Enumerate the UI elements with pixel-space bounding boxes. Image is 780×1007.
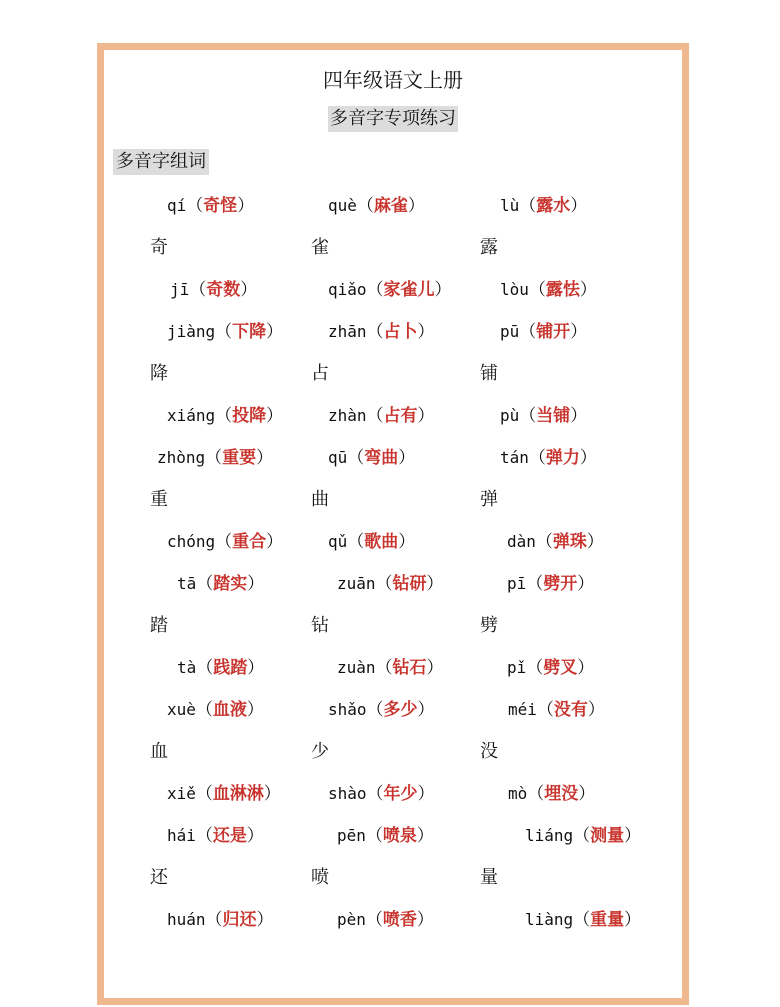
- pinyin: tán: [500, 448, 529, 467]
- answer-word: 劈叉: [543, 658, 578, 678]
- right-paren: ）: [586, 532, 604, 552]
- left-paren: （: [536, 700, 554, 720]
- right-paren: ）: [417, 406, 435, 426]
- pinyin: pū: [500, 322, 520, 341]
- answer-word: 埋没: [544, 784, 579, 804]
- left-paren: （: [347, 448, 365, 468]
- pinyin-word-pair: [167, 405, 283, 427]
- right-paren: ）: [570, 196, 588, 216]
- left-paren: （: [215, 406, 233, 426]
- section-title: 多音字组词: [113, 149, 209, 175]
- page-subtitle: 多音字专项练习: [328, 106, 458, 132]
- left-paren: （: [366, 784, 384, 804]
- answer-word: 归还: [222, 910, 257, 930]
- answer-word: 铺开: [536, 322, 571, 342]
- answer-word: 还是: [212, 826, 247, 846]
- pinyin: hái: [167, 826, 196, 845]
- right-paren: ）: [247, 658, 265, 678]
- left-paren: （: [375, 658, 393, 678]
- answer-word: 当铺: [536, 406, 571, 426]
- left-paren: （: [196, 658, 214, 678]
- right-paren: ）: [624, 910, 642, 930]
- left-paren: （: [366, 700, 384, 720]
- pinyin-word-pair: [177, 573, 264, 595]
- right-paren: ）: [579, 448, 597, 468]
- answer-word: 喷泉: [382, 826, 417, 846]
- answer-word: 血淋淋: [212, 784, 264, 804]
- right-paren: ）: [266, 322, 284, 342]
- pinyin-word-pair: [157, 447, 273, 469]
- answer-word: 弯曲: [364, 448, 399, 468]
- polyphone-char: 铺: [480, 363, 498, 384]
- right-paren: ）: [398, 448, 416, 468]
- pinyin-word-pair: [167, 321, 283, 343]
- polyphone-char: 钻: [311, 615, 329, 636]
- right-paren: ）: [578, 784, 596, 804]
- right-paren: ）: [266, 532, 284, 552]
- right-paren: ）: [579, 280, 597, 300]
- polyphone-char: 重: [150, 489, 168, 510]
- pinyin-word-pair: [525, 825, 641, 847]
- pinyin-word-pair: [507, 573, 594, 595]
- left-paren: （: [365, 826, 383, 846]
- left-paren: （: [526, 658, 544, 678]
- worksheet-frame: [97, 43, 689, 1005]
- pinyin: mò: [508, 784, 528, 803]
- left-paren: （: [375, 574, 393, 594]
- pinyin-word-pair: [337, 657, 444, 679]
- answer-word: 下降: [232, 322, 267, 342]
- pinyin: lù: [500, 196, 520, 215]
- pinyin: liáng: [525, 826, 574, 845]
- right-paren: ）: [266, 406, 284, 426]
- pinyin-word-pair: [328, 195, 425, 217]
- pinyin: pèn: [337, 910, 366, 929]
- answer-word: 占有: [383, 406, 418, 426]
- pinyin: zuān: [337, 574, 376, 593]
- answer-word: 投降: [232, 406, 267, 426]
- left-paren: （: [356, 196, 374, 216]
- pinyin: tà: [177, 658, 197, 677]
- right-paren: ）: [246, 826, 264, 846]
- pinyin: zhān: [328, 322, 367, 341]
- answer-word: 奇数: [206, 280, 241, 300]
- right-paren: ）: [240, 280, 258, 300]
- pinyin: xiě: [167, 784, 196, 803]
- left-paren: （: [205, 448, 223, 468]
- pinyin-word-pair: [328, 321, 435, 343]
- pinyin: shǎo: [328, 700, 367, 719]
- left-paren: （: [573, 910, 591, 930]
- polyphone-char: 弹: [480, 489, 498, 510]
- left-paren: （: [366, 280, 384, 300]
- polyphone-char: 没: [480, 741, 498, 762]
- right-paren: ）: [247, 574, 265, 594]
- pinyin: zuàn: [337, 658, 376, 677]
- right-paren: ）: [426, 658, 444, 678]
- pinyin-word-pair: [500, 447, 597, 469]
- right-paren: ）: [577, 574, 595, 594]
- polyphone-char: 奇: [150, 237, 168, 258]
- polyphone-char: 喷: [311, 867, 329, 888]
- pinyin: pù: [500, 406, 520, 425]
- right-paren: ）: [426, 574, 444, 594]
- left-paren: （: [189, 280, 207, 300]
- left-paren: （: [365, 910, 383, 930]
- right-paren: ）: [256, 910, 274, 930]
- pinyin: qǔ: [328, 532, 348, 551]
- answer-word: 家雀儿: [383, 280, 435, 300]
- answer-word: 血液: [212, 700, 247, 720]
- pinyin: chóng: [167, 532, 216, 551]
- answer-word: 劈开: [543, 574, 578, 594]
- pinyin: jī: [170, 280, 190, 299]
- right-paren: ）: [246, 700, 264, 720]
- pinyin: pēn: [337, 826, 366, 845]
- answer-word: 践踏: [213, 658, 248, 678]
- pinyin-word-pair: [167, 783, 281, 805]
- left-paren: （: [215, 322, 233, 342]
- left-paren: （: [535, 532, 553, 552]
- left-paren: （: [205, 910, 223, 930]
- right-paren: ）: [417, 784, 435, 804]
- answer-word: 奇怪: [203, 196, 238, 216]
- pinyin-word-pair: [500, 321, 587, 343]
- answer-word: 重量: [590, 910, 625, 930]
- left-paren: （: [196, 574, 214, 594]
- pinyin: zhòng: [157, 448, 206, 467]
- left-paren: （: [519, 196, 537, 216]
- right-paren: ）: [570, 322, 588, 342]
- left-paren: （: [519, 406, 537, 426]
- answer-word: 测量: [590, 826, 625, 846]
- right-paren: ）: [398, 532, 416, 552]
- polyphone-char: 少: [311, 741, 329, 762]
- answer-word: 弹力: [545, 448, 580, 468]
- pinyin: shào: [328, 784, 367, 803]
- right-paren: ）: [587, 700, 605, 720]
- pinyin-word-pair: [328, 405, 435, 427]
- right-paren: ）: [407, 196, 425, 216]
- answer-word: 麻雀: [373, 196, 408, 216]
- answer-word: 占卜: [383, 322, 418, 342]
- left-paren: （: [186, 196, 204, 216]
- right-paren: ）: [570, 406, 588, 426]
- left-paren: （: [366, 406, 384, 426]
- left-paren: （: [215, 532, 233, 552]
- pinyin-word-pair: [508, 699, 605, 721]
- right-paren: ）: [416, 910, 434, 930]
- pinyin: xiáng: [167, 406, 216, 425]
- right-paren: ）: [416, 826, 434, 846]
- right-paren: ）: [417, 700, 435, 720]
- left-paren: （: [528, 448, 546, 468]
- polyphone-char: 曲: [311, 489, 329, 510]
- right-paren: ）: [434, 280, 452, 300]
- pinyin-word-pair: [167, 699, 264, 721]
- answer-word: 露怯: [545, 280, 580, 300]
- pinyin-word-pair: [500, 279, 597, 301]
- answer-word: 钻石: [392, 658, 427, 678]
- right-paren: ）: [624, 826, 642, 846]
- pinyin: xuè: [167, 700, 196, 719]
- pinyin-word-pair: [337, 909, 434, 931]
- pinyin-word-pair: [328, 531, 415, 553]
- pinyin: pǐ: [507, 658, 527, 677]
- left-paren: （: [366, 322, 384, 342]
- pinyin-word-pair: [170, 279, 257, 301]
- pinyin: liàng: [525, 910, 574, 929]
- pinyin-word-pair: [507, 531, 604, 553]
- pinyin: qū: [328, 448, 348, 467]
- pinyin-word-pair: [337, 825, 434, 847]
- answer-word: 露水: [536, 196, 571, 216]
- answer-word: 踏实: [213, 574, 248, 594]
- answer-word: 歌曲: [364, 532, 399, 552]
- polyphone-char: 降: [150, 363, 168, 384]
- polyphone-char: 量: [480, 867, 498, 888]
- answer-word: 重要: [222, 448, 257, 468]
- polyphone-char: 还: [150, 867, 168, 888]
- answer-word: 钻研: [392, 574, 427, 594]
- left-paren: （: [526, 574, 544, 594]
- pinyin-word-pair: [177, 657, 264, 679]
- answer-word: 弹珠: [552, 532, 587, 552]
- left-paren: （: [195, 700, 213, 720]
- left-paren: （: [527, 784, 545, 804]
- answer-word: 喷香: [382, 910, 417, 930]
- pinyin-word-pair: [525, 909, 641, 931]
- pinyin-word-pair: [167, 909, 274, 931]
- left-paren: （: [519, 322, 537, 342]
- pinyin: jiàng: [167, 322, 216, 341]
- right-paren: ）: [577, 658, 595, 678]
- pinyin: pī: [507, 574, 527, 593]
- pinyin-word-pair: [500, 195, 587, 217]
- right-paren: ）: [417, 322, 435, 342]
- polyphone-char: 劈: [480, 615, 498, 636]
- left-paren: （: [573, 826, 591, 846]
- pinyin-word-pair: [337, 573, 444, 595]
- right-paren: ）: [256, 448, 274, 468]
- pinyin: dàn: [507, 532, 536, 551]
- pinyin-word-pair: [328, 279, 452, 301]
- answer-word: 重合: [232, 532, 267, 552]
- pinyin-word-pair: [328, 783, 435, 805]
- left-paren: （: [195, 784, 213, 804]
- pinyin: zhàn: [328, 406, 367, 425]
- left-paren: （: [195, 826, 213, 846]
- polyphone-char: 血: [150, 741, 168, 762]
- right-paren: ）: [263, 784, 281, 804]
- polyphone-char: 占: [311, 363, 329, 384]
- pinyin-word-pair: [507, 657, 594, 679]
- pinyin: qí: [167, 196, 187, 215]
- pinyin-word-pair: [500, 405, 587, 427]
- right-paren: ）: [237, 196, 255, 216]
- subtitle-wrap: [104, 106, 682, 132]
- polyphone-char: 露: [480, 237, 498, 258]
- left-paren: （: [347, 532, 365, 552]
- polyphone-char: 踏: [150, 615, 168, 636]
- pinyin-word-pair: [167, 195, 254, 217]
- pinyin-word-pair: [328, 699, 435, 721]
- pinyin: qiǎo: [328, 280, 367, 299]
- answer-word: 没有: [553, 700, 588, 720]
- pinyin: méi: [508, 700, 537, 719]
- answer-word: 年少: [383, 784, 418, 804]
- pinyin: què: [328, 196, 357, 215]
- pinyin: lòu: [500, 280, 529, 299]
- left-paren: （: [528, 280, 546, 300]
- pinyin-word-pair: [508, 783, 595, 805]
- pinyin: huán: [167, 910, 206, 929]
- polyphone-char: 雀: [311, 237, 329, 258]
- pinyin: tā: [177, 574, 197, 593]
- answer-word: 多少: [383, 700, 418, 720]
- pinyin-word-pair: [167, 825, 264, 847]
- pinyin-word-pair: [167, 531, 283, 553]
- pinyin-word-pair: [328, 447, 415, 469]
- page-title: 四年级语文上册: [323, 68, 463, 92]
